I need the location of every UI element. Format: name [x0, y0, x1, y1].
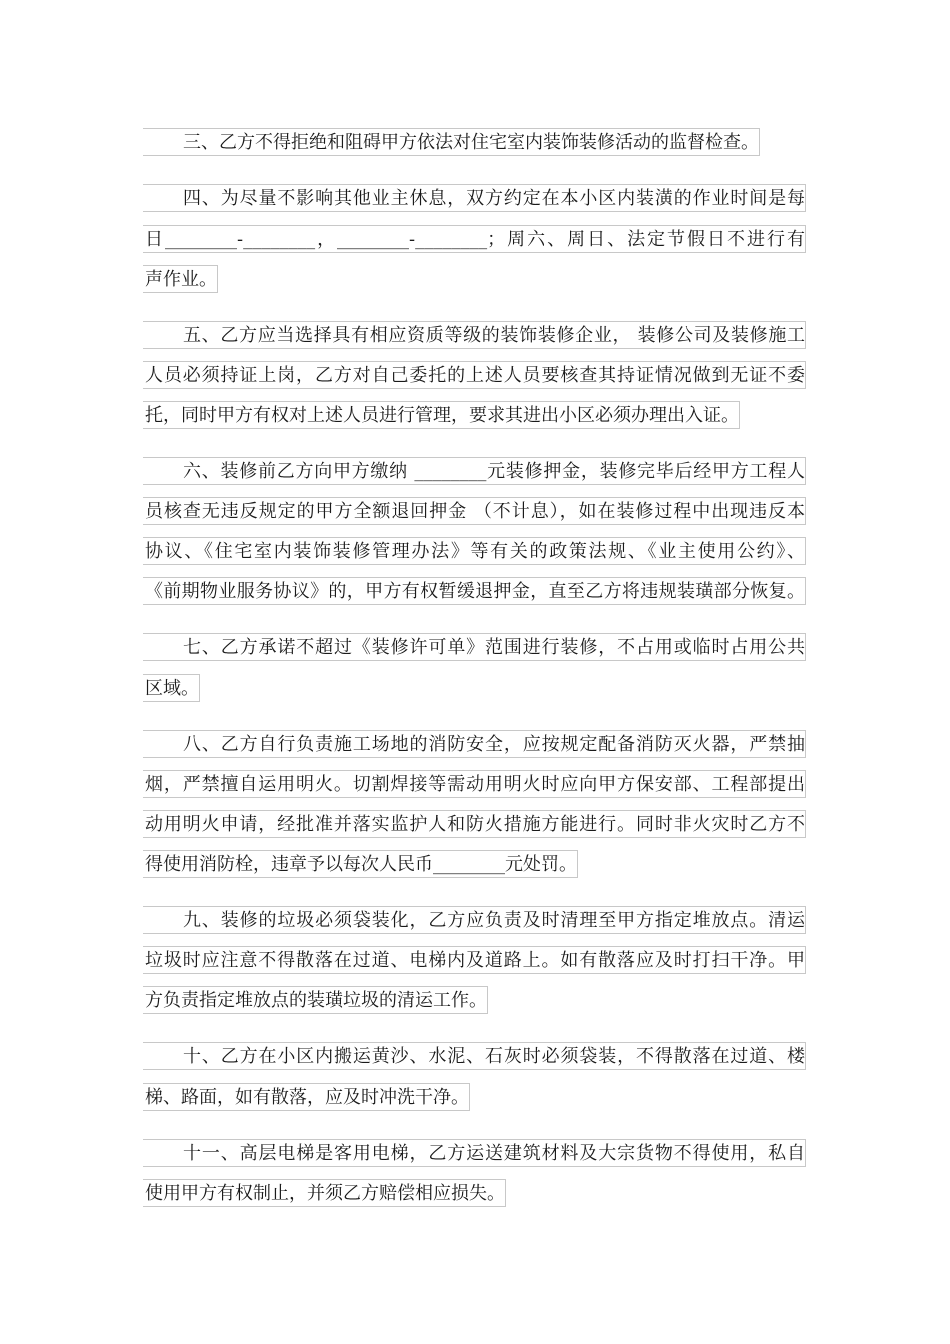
paragraph-7-line-2: 区域。: [143, 674, 200, 702]
paragraph-8-line-1: 八、乙方自行负责施工场地的消防安全，应按规定配备消防灭火器，严禁抽: [143, 730, 806, 758]
paragraph-6-line-2: 员核查无违反规定的甲方全额退回押金 （不计息），如在装修过程中出现违反本: [143, 497, 806, 525]
paragraph-11-line-2: 使用甲方有权制止，并须乙方赔偿相应损失。: [143, 1179, 506, 1207]
paragraph-5-line-2: 人员必须持证上岗，乙方对自己委托的上述人员要核查其持证情况做到无证不委: [143, 361, 806, 389]
paragraph-6-line-3: 协议、《住宅室内装饰装修管理办法》等有关的政策法规、《业主使用公约》、: [143, 537, 806, 565]
paragraph-8-line-4: 得使用消防栓，违章予以每次人民币________元处罚。: [143, 850, 578, 878]
paragraph-5-line-1: 五、乙方应当选择具有相应资质等级的装饰装修企业， 装修公司及装修施工: [143, 321, 806, 349]
paragraph-4-line-2: 日________-________，________-________；周六、周日、法定节假日不进行有: [143, 225, 806, 253]
paragraph-6-line-1: 六、装修前乙方向甲方缴纳 ________元装修押金，装修完毕后经甲方工程人: [143, 457, 806, 485]
paragraph-4-line-3: 声作业。: [143, 265, 218, 293]
paragraph-4-line-1: 四、为尽量不影响其他业主休息，双方约定在本小区内装潢的作业时间是每: [143, 184, 806, 212]
paragraph-9-line-3: 方负责指定堆放点的装璜垃圾的清运工作。: [143, 986, 488, 1014]
paragraph-8-line-2: 烟，严禁擅自运用明火。切割焊接等需动用明火时应向甲方保安部、工程部提出: [143, 770, 806, 798]
paragraph-7-line-1: 七、乙方承诺不超过《装修许可单》范围进行装修，不占用或临时占用公共: [143, 633, 806, 661]
paragraph-10-line-2: 梯、路面，如有散落，应及时冲洗干净。: [143, 1083, 470, 1111]
paragraph-9-line-2: 垃圾时应注意不得散落在过道、电梯内及道路上。如有散落应及时打扫干净。甲: [143, 946, 806, 974]
paragraph-9-line-1: 九、装修的垃圾必须袋装化，乙方应负责及时清理至甲方指定堆放点。清运: [143, 906, 806, 934]
paragraph-5-line-3: 托，同时甲方有权对上述人员进行管理，要求其进出小区必须办理出入证。: [143, 401, 740, 429]
paragraph-10-line-1: 十、乙方在小区内搬运黄沙、水泥、石灰时必须袋装，不得散落在过道、楼: [143, 1042, 806, 1070]
paragraph-3-line-1: 三、乙方不得拒绝和阻碍甲方依法对住宅室内装饰装修活动的监督检查。: [143, 128, 760, 156]
paragraph-8-line-3: 动用明火申请，经批准并落实监护人和防火措施方能进行。同时非火灾时乙方不: [143, 810, 806, 838]
paragraph-6-line-4: 《前期物业服务协议》的，甲方有权暂缓退押金，直至乙方将违规装璜部分恢复。: [143, 577, 806, 605]
paragraph-11-line-1: 十一、高层电梯是客用电梯，乙方运送建筑材料及大宗货物不得使用，私自: [143, 1139, 806, 1167]
